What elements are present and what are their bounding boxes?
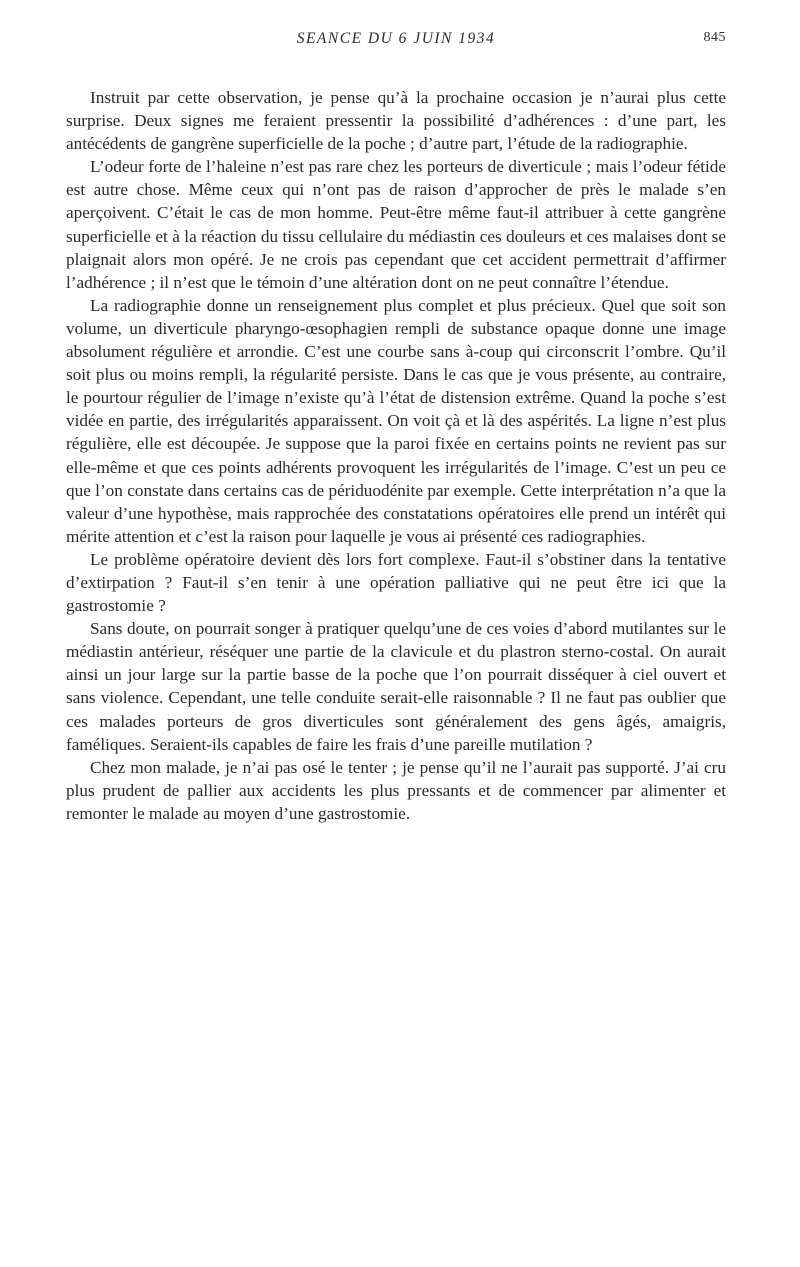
page-number: 845 xyxy=(703,30,726,45)
paragraph-2: L’odeur forte de l’haleine n’est pas rare chez les porteurs de diverticule ; mais l’odeur fétide est autre chose. Même ceux qui n’ont pas de raison d’approcher de près le malade s’en aperçoivent. C’était le cas de mon homme. Peut-être même faut-il attribuer à cette gangrène superficielle et à la réaction du tissu cellulaire du médiastin ces douleurs et ces malaises dont se plaignait alors mon opéré. Je ne crois pas cependant que cet accident permettrait d’affirmer l’adhérence ; il n’est que le témoin d’une altération dont on ne peut connaître l’étendue. xyxy=(66,157,726,292)
journal-page xyxy=(66,30,726,825)
paragraph-3: La radiographie donne un renseignement plus complet et plus précieux. Quel que soit son volume, un diverticule pharyngo-œsophagien rempli de substance opaque donne une image absolument régulière et arrondie. C’est une courbe sans à-coup qui circonscrit l’ombre. Qu’il soit plus ou moins rempli, la régularité persiste. Dans le cas que je vous présente, au contraire, le pourtour régulier de l’image n’existe qu’à l’état de distension extrême. Quand la poche s’est vidée en partie, des irrégularités apparaissent. On voit çà et là des aspérités. La ligne n’est plus régulière, elle est découpée. Je suppose que la paroi fixée en certains points ne revient pas sur elle-même et que ces points adhérents provoquent les irrégularités de l’image. C’est un peu ce que l’on constate dans certains cas de périduodénite par exemple. Cette interprétation n’a que la valeur d’une hypothèse, mais rapprochée des constatations opératoires elle prend un intérêt qui mérite attention et c’est la raison pour laquelle je vous ai présenté ces radiographies. xyxy=(66,295,726,546)
running-title: SEANCE DU 6 JUIN 1934 xyxy=(296,30,496,47)
paragraph-1: Instruit par cette observation, je pense qu’à la prochaine occasion je n’aurai plus cette surprise. Deux signes me feraient pressentir la possibilité d’adhérences : d’une part, les antécédents de gangrène superficielle de la poche ; d’autre part, l’étude de la radiographie. xyxy=(66,88,726,154)
paragraph-5: Sans doute, on pourrait songer à pratiquer quelqu’une de ces voies d’abord mutilantes sur le médiastin antérieur, réséquer une partie de la clavicule et du plastron sterno-costal. On aurait ainsi un jour large sur la partie basse de la poche que l’on pourrait disséquer à ciel ouvert et sans violence. Cependant, une telle conduite serait-elle raisonnable ? Il ne faut pas oublier que ces malades porteurs de gros diverticules sont généralement des gens âgés, amaigris, faméliques. Seraient-ils capables de faire les frais d’une pareille mutilation ? xyxy=(66,619,726,754)
paragraph-6: Chez mon malade, je n’ai pas osé le tenter ; je pense qu’il ne l’aurait pas supporté. J’ai cru plus prudent de pallier aux accidents les plus pressants et de commencer par alimenter et remonter le malade au moyen d’une gastrostomie. xyxy=(66,757,726,823)
paragraph-4: Le problème opératoire devient dès lors fort complexe. Faut-il s’obstiner dans la tentative d’extirpation ? Faut-il s’en tenir à une opération palliative qui ne peut être ici que la gastrostomie ? xyxy=(66,549,726,616)
body-text xyxy=(66,86,726,825)
running-header xyxy=(66,30,726,56)
